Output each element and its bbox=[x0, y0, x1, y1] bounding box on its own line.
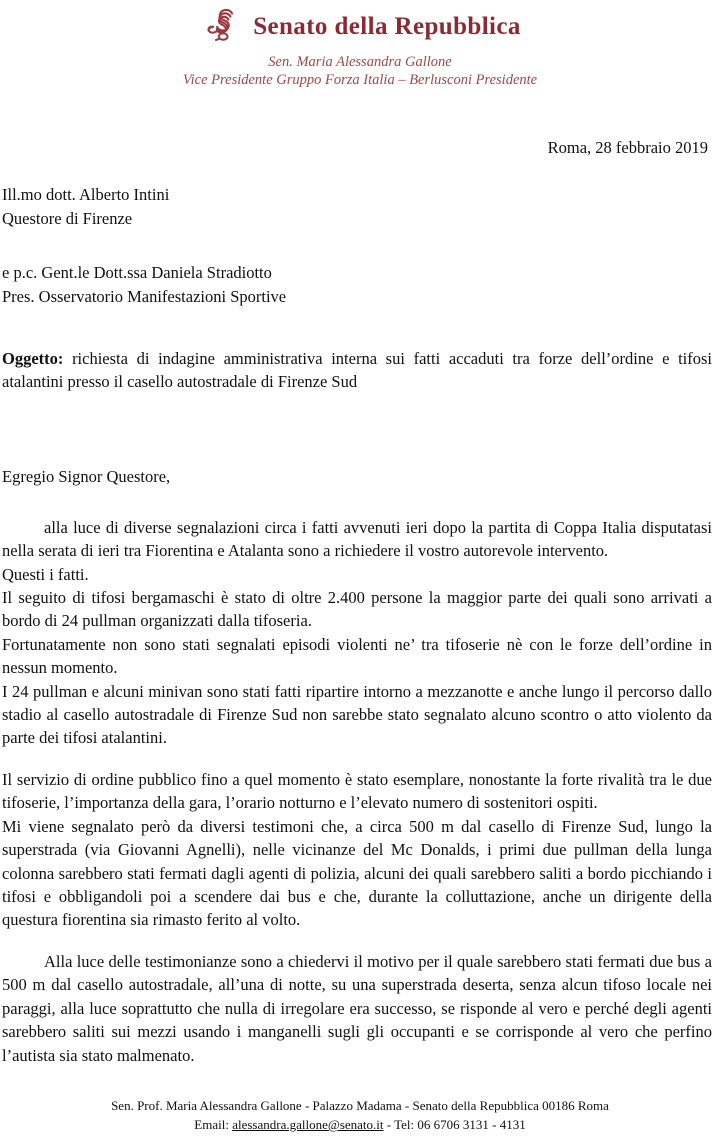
body-paragraph: Mi viene segnalato però da diversi testimoni che, a circa 500 m dal casello di Firenze Sud, lungo la superstrada (via Giovanni Agnelli), nelle vicinanze del Mc Donalds, i primi due pullman della lunga colonna sarebbero stati fermati dagli agenti di polizia, alcuni dei quali sarebbero saliti a bordo picchiando i tifosi e obbligandoli poi a scendere dai bus e che, durante la colluttazione, anche un dirigente della questura fiorentina sia rimasto ferito al volto. bbox=[2, 816, 712, 930]
body-paragraph: Fortunatamente non sono stati segnalati episodi violenti ne’ tra tifoserie nè con le forze dell’ordine in nessun momento. bbox=[2, 634, 712, 678]
subject-label: Oggetto: bbox=[2, 348, 64, 368]
cc-line-1: e p.c. Gent.le Dott.ssa Daniela Stradiotto bbox=[2, 263, 272, 283]
letterhead bbox=[0, 0, 720, 89]
subject-text: richiesta di indagine amministrativa interna sui fatti accaduti tra forze dell’ordine e tifosi atalantini presso il casello autostradale di Firenze Sud bbox=[2, 348, 712, 392]
senator-name: Sen. Maria Alessandra Gallone bbox=[268, 54, 452, 70]
body-paragraph: Alla luce delle testimonianze sono a chiedervi il motivo per il quale sarebbero stati fermati due bus a 500 m dal casello autostradale, all’una di notte, su una superstrada deserta, senza alcun tifoso locale nei paraggi, alla luce soprattutto che nulla di irregolare era successo, se risponde al vero e perché degli agenti sarebbero saliti sui mezzi usando i manganelli sugli gli occupanti e se corrisponde al vero che perfino l’autista sia stato malmenato. bbox=[2, 951, 712, 1065]
footer-email-link[interactable]: alessandra.gallone@senato.it bbox=[232, 1117, 384, 1133]
footer-email-label: Email: bbox=[194, 1117, 233, 1133]
subject-line bbox=[2, 347, 712, 394]
cc-line-2: Pres. Osservatorio Manifestazioni Sportive bbox=[2, 286, 287, 306]
footer-address: Sen. Prof. Maria Alessandra Gallone - Palazzo Madama - Senato della Repubblica 00186 Roma bbox=[111, 1098, 609, 1114]
letter-body bbox=[0, 137, 720, 1067]
footer-contact bbox=[0, 1116, 720, 1135]
date-line: Roma, 28 febbraio 2019 bbox=[547, 138, 708, 158]
senator-role: Vice Presidente Gruppo Forza Italia – Berlusconi Presidente bbox=[182, 72, 538, 89]
body-paragraph: alla luce di diverse segnalazioni circa i fatti avvenuti ieri dopo la partita di Coppa Italia disputatasi nella serata di ieri tra Fiorentina e Atalanta sono a richiedere il vostro autorevole intervento. bbox=[2, 517, 712, 561]
footer bbox=[0, 1097, 720, 1135]
addressee-line-1: Ill.mo dott. Alberto Intini bbox=[2, 185, 170, 205]
addressee-block bbox=[2, 183, 712, 231]
body-paragraph: Questi i fatti. bbox=[2, 564, 89, 584]
senate-crest-icon bbox=[199, 4, 243, 48]
salutation: Egregio Signor Questore, bbox=[2, 466, 171, 486]
body-paragraph: I 24 pullman e alcuni minivan sono stati fatti ripartire intorno a mezzanotte e anche lungo il percorso dallo stadio al casello autostradale di Firenze Sud non sarebbe stato segnalato alcuno scontro o atto violento da parte dei tifosi atalantini. bbox=[2, 681, 712, 748]
footer-telephone: - Tel: 06 6706 3131 - 4131 bbox=[383, 1117, 526, 1133]
body-paragraph: Il servizio di ordine pubblico fino a quel momento è stato esemplare, nonostante la forte rivalità tra le due tifoserie, l’importanza della gara, l’orario notturno e l’elevato numero di sostenitori ospiti. bbox=[2, 769, 712, 813]
logo-row bbox=[0, 4, 720, 48]
senate-wordmark: Senato della Repubblica bbox=[253, 12, 521, 40]
body-paragraph: Il seguito di tifosi bergamaschi è stato di oltre 2.400 persone la maggior parte dei quali sono arrivati a bordo di 24 pullman organizzati dalla tifoseria. bbox=[2, 587, 712, 631]
addressee-line-2: Questore di Firenze bbox=[2, 209, 133, 229]
cc-block bbox=[2, 261, 712, 309]
